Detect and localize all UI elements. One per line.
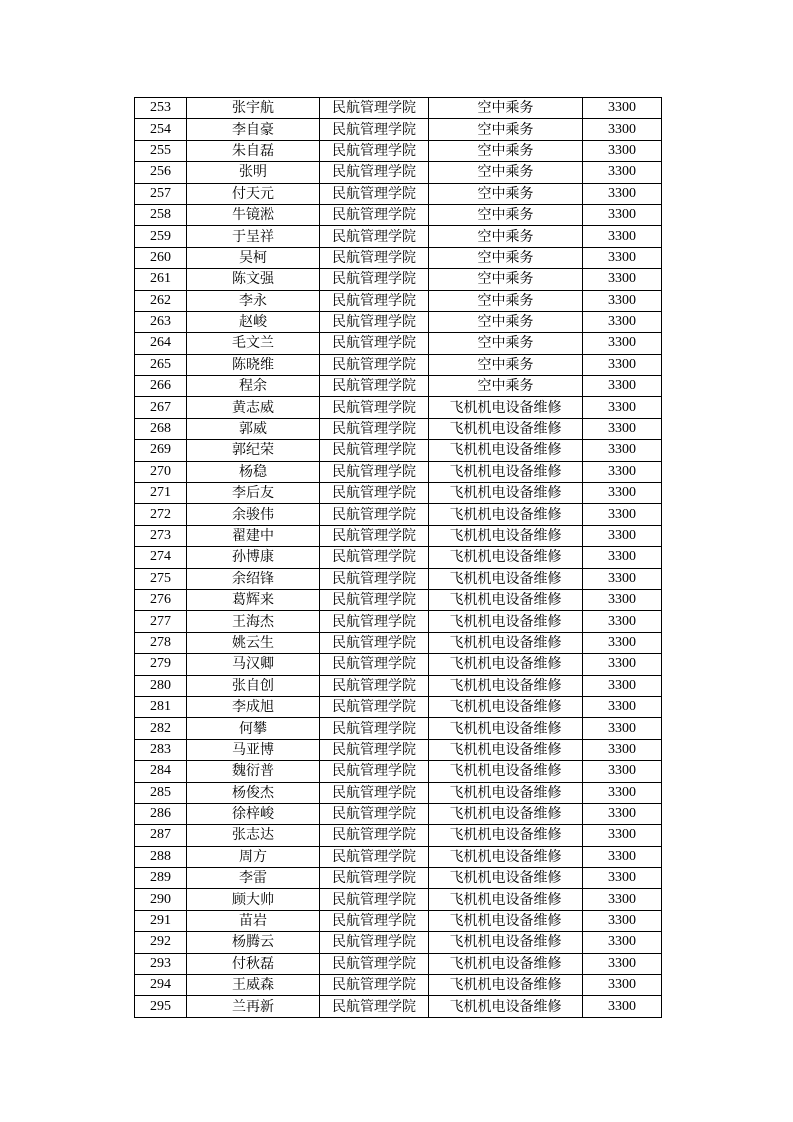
cell-serial-number: 270 [135,461,187,482]
roster-table [134,97,662,1018]
cell-student-name: 葛辉来 [187,589,320,610]
cell-college: 民航管理学院 [320,269,429,290]
cell-major: 飞机机电设备维修 [429,461,583,482]
cell-college: 民航管理学院 [320,654,429,675]
cell-major: 飞机机电设备维修 [429,418,583,439]
cell-major: 飞机机电设备维修 [429,654,583,675]
cell-serial-number: 260 [135,247,187,268]
cell-major: 空中乘务 [429,376,583,397]
cell-amount: 3300 [583,589,662,610]
cell-college: 民航管理学院 [320,354,429,375]
table-row [135,589,662,610]
table-row [135,803,662,824]
cell-college: 民航管理学院 [320,311,429,332]
cell-student-name: 郭威 [187,418,320,439]
cell-serial-number: 285 [135,782,187,803]
cell-major: 飞机机电设备维修 [429,483,583,504]
table-row [135,376,662,397]
cell-amount: 3300 [583,739,662,760]
table-row [135,483,662,504]
cell-college: 民航管理学院 [320,204,429,225]
cell-student-name: 马亚博 [187,739,320,760]
cell-serial-number: 265 [135,354,187,375]
table-row [135,825,662,846]
cell-major: 飞机机电设备维修 [429,718,583,739]
cell-amount: 3300 [583,654,662,675]
cell-major: 空中乘务 [429,247,583,268]
cell-college: 民航管理学院 [320,376,429,397]
cell-amount: 3300 [583,718,662,739]
cell-college: 民航管理学院 [320,996,429,1017]
cell-serial-number: 283 [135,739,187,760]
cell-college: 民航管理学院 [320,290,429,311]
cell-serial-number: 257 [135,183,187,204]
cell-college: 民航管理学院 [320,675,429,696]
table-row [135,140,662,161]
cell-amount: 3300 [583,269,662,290]
table-row [135,504,662,525]
cell-major: 空中乘务 [429,119,583,140]
cell-college: 民航管理学院 [320,739,429,760]
cell-college: 民航管理学院 [320,718,429,739]
cell-major: 空中乘务 [429,333,583,354]
cell-amount: 3300 [583,119,662,140]
cell-amount: 3300 [583,782,662,803]
table-row [135,868,662,889]
cell-amount: 3300 [583,889,662,910]
cell-serial-number: 294 [135,975,187,996]
table-row [135,568,662,589]
cell-serial-number: 253 [135,98,187,119]
cell-amount: 3300 [583,761,662,782]
cell-major: 空中乘务 [429,98,583,119]
cell-major: 飞机机电设备维修 [429,825,583,846]
cell-student-name: 魏衍普 [187,761,320,782]
cell-major: 飞机机电设备维修 [429,675,583,696]
cell-amount: 3300 [583,461,662,482]
cell-major: 空中乘务 [429,290,583,311]
cell-major: 飞机机电设备维修 [429,889,583,910]
cell-student-name: 毛文兰 [187,333,320,354]
cell-amount: 3300 [583,953,662,974]
cell-student-name: 余绍锋 [187,568,320,589]
table-row [135,226,662,247]
cell-serial-number: 274 [135,547,187,568]
cell-amount: 3300 [583,440,662,461]
cell-amount: 3300 [583,290,662,311]
cell-serial-number: 292 [135,932,187,953]
cell-student-name: 王威森 [187,975,320,996]
cell-major: 空中乘务 [429,226,583,247]
cell-student-name: 苗岩 [187,910,320,931]
cell-amount: 3300 [583,675,662,696]
cell-major: 飞机机电设备维修 [429,504,583,525]
cell-amount: 3300 [583,996,662,1017]
cell-serial-number: 268 [135,418,187,439]
cell-amount: 3300 [583,397,662,418]
cell-major: 空中乘务 [429,183,583,204]
cell-amount: 3300 [583,333,662,354]
cell-major: 飞机机电设备维修 [429,632,583,653]
table-row [135,632,662,653]
cell-college: 民航管理学院 [320,98,429,119]
table-row [135,119,662,140]
cell-amount: 3300 [583,696,662,717]
cell-amount: 3300 [583,910,662,931]
cell-college: 民航管理学院 [320,568,429,589]
cell-student-name: 吴柯 [187,247,320,268]
table-row [135,397,662,418]
cell-college: 民航管理学院 [320,803,429,824]
cell-major: 飞机机电设备维修 [429,868,583,889]
cell-student-name: 黄志威 [187,397,320,418]
cell-college: 民航管理学院 [320,975,429,996]
cell-major: 空中乘务 [429,269,583,290]
cell-major: 飞机机电设备维修 [429,440,583,461]
cell-major: 飞机机电设备维修 [429,996,583,1017]
table-row [135,418,662,439]
table-row [135,611,662,632]
cell-major: 空中乘务 [429,204,583,225]
cell-student-name: 翟建中 [187,525,320,546]
cell-student-name: 李后友 [187,483,320,504]
cell-student-name: 马汉卿 [187,654,320,675]
cell-serial-number: 277 [135,611,187,632]
table-row [135,269,662,290]
cell-student-name: 周方 [187,846,320,867]
cell-serial-number: 293 [135,953,187,974]
cell-amount: 3300 [583,311,662,332]
cell-major: 空中乘务 [429,354,583,375]
table-row [135,525,662,546]
cell-serial-number: 263 [135,311,187,332]
table-row [135,718,662,739]
cell-amount: 3300 [583,868,662,889]
cell-serial-number: 271 [135,483,187,504]
cell-college: 民航管理学院 [320,589,429,610]
cell-amount: 3300 [583,183,662,204]
table-row [135,975,662,996]
cell-student-name: 陈晓维 [187,354,320,375]
table-row [135,761,662,782]
cell-college: 民航管理学院 [320,226,429,247]
cell-serial-number: 266 [135,376,187,397]
table-row [135,889,662,910]
table-row [135,204,662,225]
cell-amount: 3300 [583,932,662,953]
cell-serial-number: 254 [135,119,187,140]
cell-amount: 3300 [583,418,662,439]
cell-major: 飞机机电设备维修 [429,846,583,867]
cell-college: 民航管理学院 [320,247,429,268]
cell-college: 民航管理学院 [320,953,429,974]
cell-major: 空中乘务 [429,140,583,161]
cell-major: 飞机机电设备维修 [429,611,583,632]
cell-student-name: 李雷 [187,868,320,889]
cell-amount: 3300 [583,354,662,375]
cell-college: 民航管理学院 [320,782,429,803]
cell-amount: 3300 [583,162,662,183]
cell-serial-number: 289 [135,868,187,889]
cell-college: 民航管理学院 [320,397,429,418]
table-row [135,782,662,803]
cell-student-name: 李成旭 [187,696,320,717]
cell-student-name: 郭纪荣 [187,440,320,461]
cell-serial-number: 288 [135,846,187,867]
cell-college: 民航管理学院 [320,162,429,183]
cell-college: 民航管理学院 [320,611,429,632]
table-row [135,162,662,183]
cell-student-name: 付天元 [187,183,320,204]
cell-student-name: 李自豪 [187,119,320,140]
cell-major: 飞机机电设备维修 [429,568,583,589]
cell-major: 飞机机电设备维修 [429,547,583,568]
cell-college: 民航管理学院 [320,910,429,931]
table-row [135,461,662,482]
cell-major: 飞机机电设备维修 [429,525,583,546]
cell-college: 民航管理学院 [320,868,429,889]
cell-major: 飞机机电设备维修 [429,696,583,717]
cell-student-name: 牛镜淞 [187,204,320,225]
cell-student-name: 张自创 [187,675,320,696]
table-row [135,932,662,953]
cell-major: 飞机机电设备维修 [429,782,583,803]
cell-amount: 3300 [583,247,662,268]
cell-amount: 3300 [583,504,662,525]
cell-student-name: 程余 [187,376,320,397]
table-row [135,311,662,332]
cell-serial-number: 261 [135,269,187,290]
cell-student-name: 顾大帅 [187,889,320,910]
cell-student-name: 张明 [187,162,320,183]
table-row [135,183,662,204]
cell-major: 飞机机电设备维修 [429,803,583,824]
cell-serial-number: 259 [135,226,187,247]
cell-amount: 3300 [583,226,662,247]
cell-serial-number: 295 [135,996,187,1017]
cell-serial-number: 255 [135,140,187,161]
cell-amount: 3300 [583,483,662,504]
cell-serial-number: 276 [135,589,187,610]
cell-student-name: 王海杰 [187,611,320,632]
cell-serial-number: 280 [135,675,187,696]
cell-serial-number: 282 [135,718,187,739]
cell-college: 民航管理学院 [320,333,429,354]
cell-serial-number: 290 [135,889,187,910]
table-row [135,354,662,375]
cell-student-name: 付秋磊 [187,953,320,974]
cell-major: 飞机机电设备维修 [429,739,583,760]
cell-college: 民航管理学院 [320,889,429,910]
cell-college: 民航管理学院 [320,418,429,439]
cell-college: 民航管理学院 [320,825,429,846]
cell-major: 飞机机电设备维修 [429,761,583,782]
cell-serial-number: 273 [135,525,187,546]
cell-student-name: 余骏伟 [187,504,320,525]
cell-college: 民航管理学院 [320,504,429,525]
cell-student-name: 张志达 [187,825,320,846]
cell-college: 民航管理学院 [320,846,429,867]
cell-serial-number: 284 [135,761,187,782]
cell-amount: 3300 [583,98,662,119]
cell-serial-number: 267 [135,397,187,418]
cell-student-name: 赵峻 [187,311,320,332]
cell-serial-number: 291 [135,910,187,931]
table-row [135,996,662,1017]
cell-serial-number: 281 [135,696,187,717]
table-row [135,333,662,354]
cell-major: 飞机机电设备维修 [429,397,583,418]
cell-college: 民航管理学院 [320,696,429,717]
cell-amount: 3300 [583,525,662,546]
table-row [135,846,662,867]
cell-amount: 3300 [583,975,662,996]
cell-college: 民航管理学院 [320,525,429,546]
cell-amount: 3300 [583,547,662,568]
cell-major: 飞机机电设备维修 [429,589,583,610]
cell-serial-number: 262 [135,290,187,311]
cell-student-name: 杨腾云 [187,932,320,953]
table-row [135,440,662,461]
cell-amount: 3300 [583,803,662,824]
cell-amount: 3300 [583,140,662,161]
table-row [135,953,662,974]
cell-serial-number: 269 [135,440,187,461]
cell-student-name: 徐梓峻 [187,803,320,824]
cell-serial-number: 279 [135,654,187,675]
cell-serial-number: 264 [135,333,187,354]
cell-college: 民航管理学院 [320,761,429,782]
cell-college: 民航管理学院 [320,547,429,568]
cell-amount: 3300 [583,204,662,225]
cell-student-name: 孙博康 [187,547,320,568]
cell-student-name: 杨俊杰 [187,782,320,803]
cell-student-name: 陈文强 [187,269,320,290]
cell-major: 飞机机电设备维修 [429,932,583,953]
table-row [135,547,662,568]
table-row [135,290,662,311]
table-row [135,654,662,675]
cell-serial-number: 256 [135,162,187,183]
cell-amount: 3300 [583,825,662,846]
cell-serial-number: 278 [135,632,187,653]
cell-college: 民航管理学院 [320,632,429,653]
cell-amount: 3300 [583,376,662,397]
cell-amount: 3300 [583,632,662,653]
cell-serial-number: 287 [135,825,187,846]
document-page [134,97,662,1018]
cell-student-name: 于呈祥 [187,226,320,247]
cell-serial-number: 275 [135,568,187,589]
table-row [135,910,662,931]
table-row [135,696,662,717]
cell-major: 飞机机电设备维修 [429,975,583,996]
table-row [135,98,662,119]
cell-student-name: 何攀 [187,718,320,739]
cell-college: 民航管理学院 [320,932,429,953]
cell-college: 民航管理学院 [320,440,429,461]
cell-college: 民航管理学院 [320,140,429,161]
cell-student-name: 李永 [187,290,320,311]
table-row [135,739,662,760]
cell-student-name: 兰再新 [187,996,320,1017]
cell-serial-number: 258 [135,204,187,225]
cell-college: 民航管理学院 [320,119,429,140]
roster-table-body [135,98,662,1018]
cell-student-name: 张宇航 [187,98,320,119]
cell-amount: 3300 [583,611,662,632]
cell-college: 民航管理学院 [320,483,429,504]
cell-student-name: 朱自磊 [187,140,320,161]
cell-college: 民航管理学院 [320,183,429,204]
cell-major: 空中乘务 [429,311,583,332]
table-row [135,675,662,696]
cell-amount: 3300 [583,568,662,589]
cell-major: 飞机机电设备维修 [429,910,583,931]
cell-student-name: 姚云生 [187,632,320,653]
table-row [135,247,662,268]
cell-student-name: 杨稳 [187,461,320,482]
cell-amount: 3300 [583,846,662,867]
cell-major: 飞机机电设备维修 [429,953,583,974]
cell-college: 民航管理学院 [320,461,429,482]
cell-serial-number: 286 [135,803,187,824]
cell-major: 空中乘务 [429,162,583,183]
cell-serial-number: 272 [135,504,187,525]
